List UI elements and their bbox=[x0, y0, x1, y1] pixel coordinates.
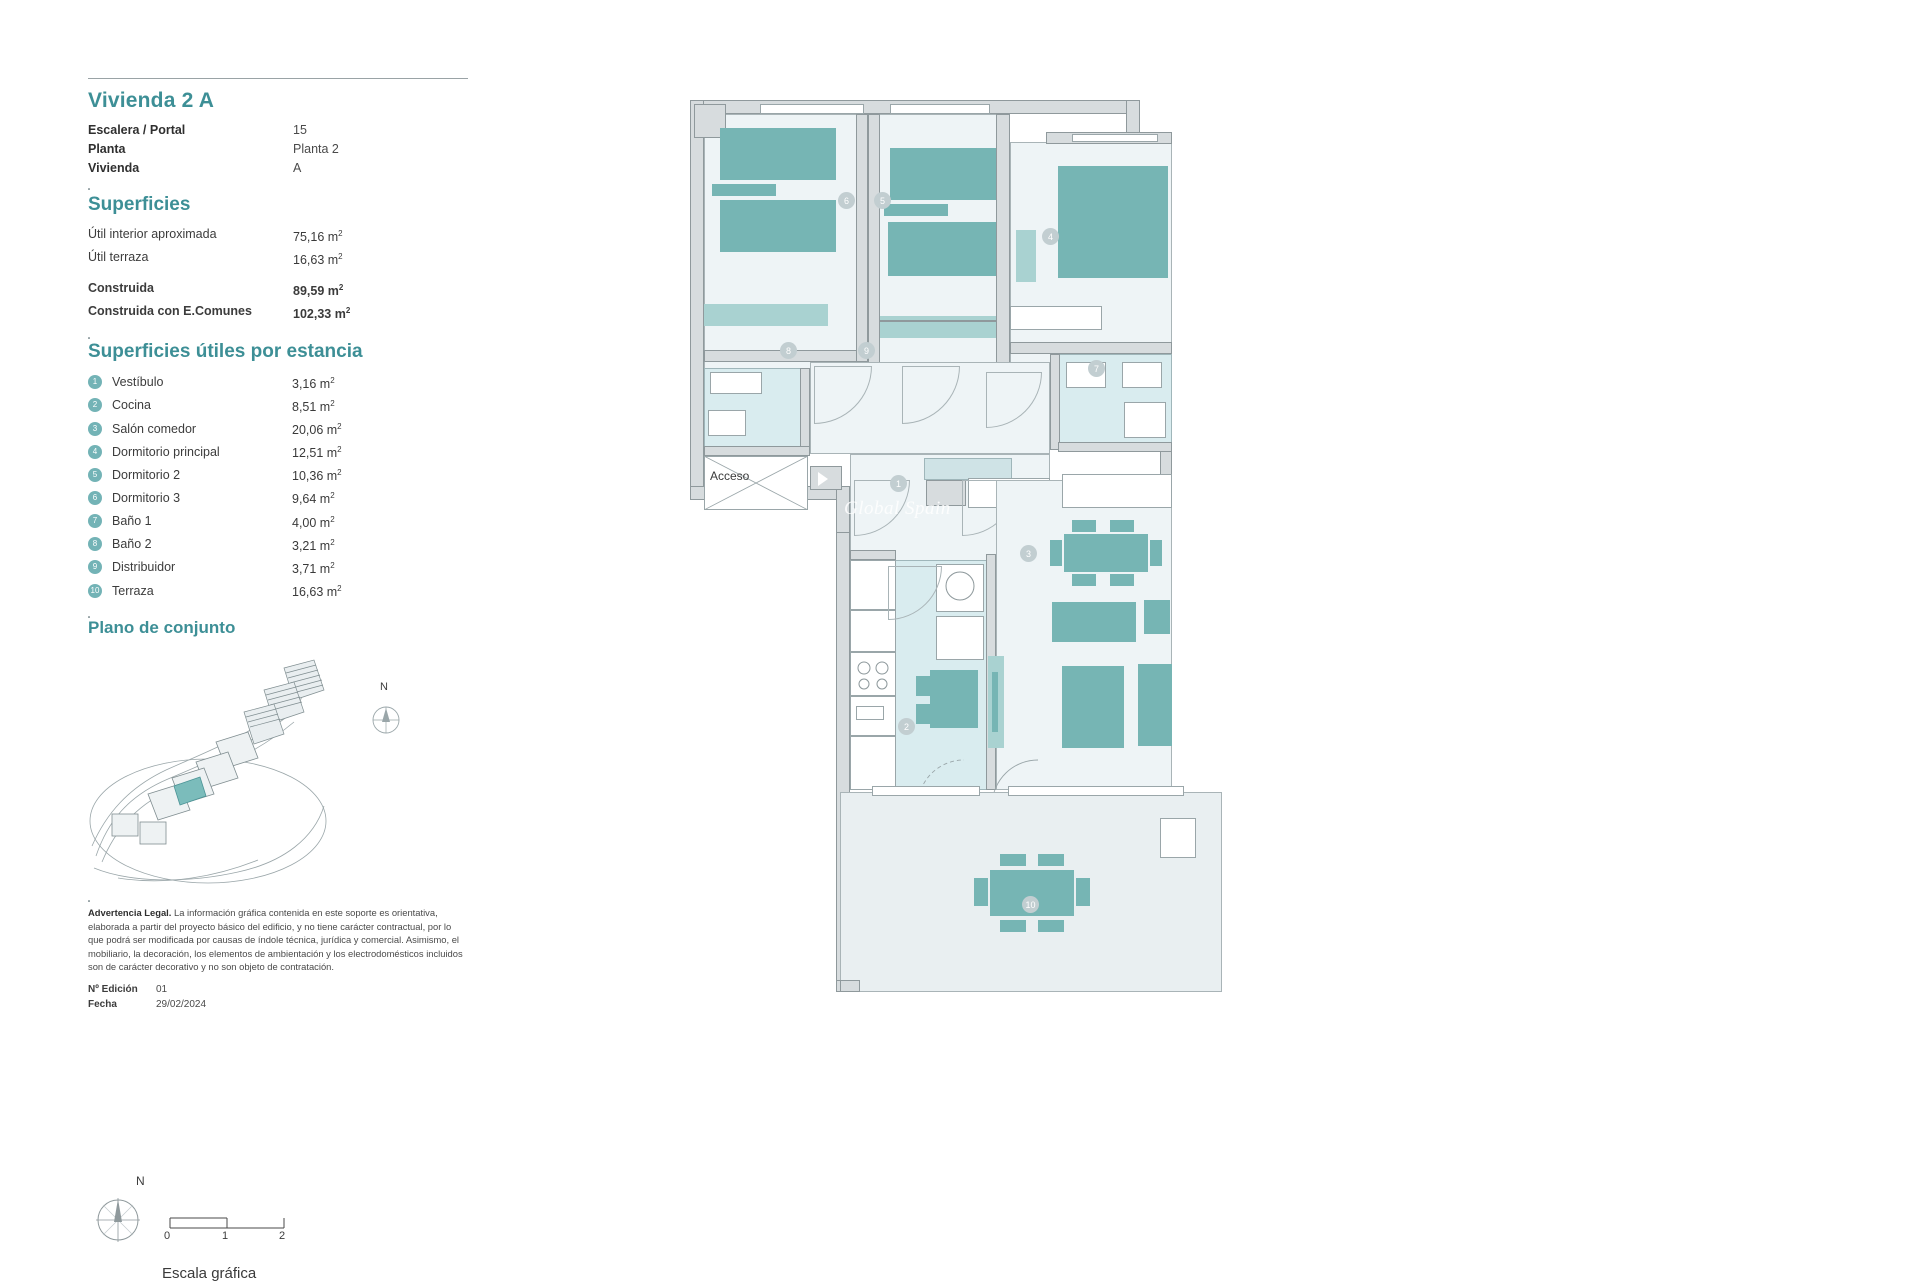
surfaces-heading: Superficies bbox=[88, 194, 191, 215]
terrace-storage bbox=[1160, 818, 1196, 858]
closet-dormp bbox=[1010, 306, 1102, 330]
utility-hatch bbox=[704, 456, 808, 510]
surface-value-sup: 2 bbox=[338, 283, 344, 293]
identity-value: A bbox=[293, 161, 302, 175]
surface-row-construida bbox=[88, 278, 468, 301]
divider-top bbox=[88, 78, 468, 79]
surface-label: Construida bbox=[88, 281, 154, 296]
room-number-badge: 8 bbox=[88, 537, 102, 551]
room-row-6 bbox=[88, 486, 468, 509]
plan-tag-2: 2 bbox=[898, 718, 915, 735]
room-number-badge: 7 bbox=[88, 514, 102, 528]
terrace-chair-t2 bbox=[1038, 854, 1064, 866]
room-row-4 bbox=[88, 440, 468, 463]
wall-bano1-bottom bbox=[1058, 442, 1172, 452]
watermark: Global Spain bbox=[844, 498, 951, 519]
bed-dorm3-upper bbox=[720, 128, 836, 180]
room-row-3 bbox=[88, 417, 468, 440]
identity-value: 15 bbox=[293, 123, 307, 137]
compass-north-label: N bbox=[136, 1174, 145, 1188]
wall-bano1-left bbox=[1050, 354, 1060, 450]
terrace-rail-2 bbox=[1008, 786, 1184, 796]
room-number-badge: 3 bbox=[88, 422, 102, 436]
floor-plan bbox=[690, 80, 1390, 1160]
wall-dorm2-right bbox=[996, 114, 1010, 364]
chair-salon-b1 bbox=[1072, 574, 1096, 586]
scale-bar-group bbox=[88, 1174, 408, 1282]
room-area-sup: 2 bbox=[330, 560, 335, 570]
legal-title: Advertencia Legal. bbox=[88, 907, 172, 919]
surface-value bbox=[293, 301, 350, 324]
scale-tick-2: 2 bbox=[279, 1230, 286, 1242]
chair-cocina-2 bbox=[916, 704, 930, 724]
room-area-sup: 2 bbox=[330, 491, 335, 501]
room-row-8 bbox=[88, 533, 468, 556]
room-number-badge: 10 bbox=[88, 584, 102, 598]
room-name: Baño 1 bbox=[112, 514, 152, 529]
compass-rose-icon bbox=[96, 1198, 140, 1242]
divider-rooms bbox=[88, 337, 90, 339]
armchair-salon bbox=[1144, 600, 1170, 634]
room-number-badge: 6 bbox=[88, 491, 102, 505]
surface-value-sup: 2 bbox=[338, 252, 343, 262]
plan-tag-1: 1 bbox=[890, 475, 907, 492]
plan-tag-6: 6 bbox=[838, 192, 855, 209]
scale-caption: Escala gráfica bbox=[162, 1265, 257, 1282]
divider-surfaces bbox=[88, 188, 90, 190]
terrace-chair-l bbox=[974, 878, 988, 906]
identity-value: Planta 2 bbox=[293, 142, 339, 156]
dining-table-salon bbox=[1064, 534, 1148, 572]
room-area-text: 4,00 m bbox=[292, 515, 331, 530]
room-number-badge: 2 bbox=[88, 398, 102, 412]
page-title: Vivienda 2 A bbox=[88, 89, 215, 112]
room-name: Cocina bbox=[112, 398, 151, 413]
wall-left-upper bbox=[690, 100, 704, 500]
chair-salon-l1 bbox=[1050, 540, 1062, 566]
surface-label: Útil terraza bbox=[88, 250, 149, 265]
counter-cocina-3 bbox=[850, 736, 896, 790]
room-number-badge: 1 bbox=[88, 375, 102, 389]
nightstand-dorm3 bbox=[712, 184, 776, 196]
surface-value bbox=[293, 247, 343, 270]
surface-row-interior bbox=[88, 224, 468, 247]
terrace-wall-corner bbox=[840, 980, 860, 992]
wall-bano2-right bbox=[800, 368, 810, 456]
edition-value: 01 bbox=[156, 983, 168, 995]
bed-dorm3-lower bbox=[720, 200, 836, 252]
room-name: Salón comedor bbox=[112, 421, 197, 436]
terrace-chair-b1 bbox=[1000, 920, 1026, 932]
oven-door bbox=[856, 706, 884, 720]
surface-value-sup: 2 bbox=[345, 306, 351, 316]
room-area-text: 3,21 m bbox=[292, 538, 331, 553]
terrace-chair-r bbox=[1076, 878, 1090, 906]
nightstand-dorm2 bbox=[884, 204, 948, 216]
room-name: Baño 2 bbox=[112, 537, 152, 552]
edition-row bbox=[88, 982, 468, 997]
room-area-sup: 2 bbox=[330, 514, 335, 524]
room-area-text: 20,06 m bbox=[292, 423, 338, 438]
window-dorm3 bbox=[760, 104, 864, 114]
scale-bar-svg bbox=[88, 1190, 408, 1250]
plan-tag-7: 7 bbox=[1088, 360, 1105, 377]
room-area-text: 12,51 m bbox=[292, 446, 338, 461]
room-row-1 bbox=[88, 371, 468, 394]
wall-vest-bottom bbox=[850, 550, 896, 560]
mirror-bano1 bbox=[1122, 362, 1162, 388]
plan-tag-3: 3 bbox=[1020, 545, 1037, 562]
room-row-9 bbox=[88, 556, 468, 579]
terrace-chair-t1 bbox=[1000, 854, 1026, 866]
sofa-salon bbox=[1052, 602, 1136, 642]
mirror-bano2 bbox=[710, 372, 762, 394]
wardrobe-dorm3 bbox=[704, 304, 828, 326]
plan-tag-4: 4 bbox=[1042, 228, 1059, 245]
identity-label: Vivienda bbox=[88, 161, 140, 175]
date-row bbox=[88, 997, 468, 1012]
room-area-text: 9,64 m bbox=[292, 492, 331, 507]
hob-burners-icon bbox=[852, 656, 896, 696]
toilet-bano1 bbox=[1124, 402, 1166, 438]
tv-salon bbox=[992, 672, 998, 732]
room-area-sup: 2 bbox=[330, 398, 335, 408]
room-name: Dormitorio 3 bbox=[112, 490, 181, 505]
surface-value-sup: 2 bbox=[338, 229, 343, 238]
room-name: Dormitorio 2 bbox=[112, 467, 181, 482]
room-area bbox=[292, 371, 335, 394]
surface-value bbox=[293, 278, 343, 301]
wall-dorm3-right bbox=[856, 114, 868, 362]
shelf-vestibulo bbox=[924, 458, 1012, 480]
plan-tag-5: 5 bbox=[874, 192, 891, 209]
room-number-badge: 5 bbox=[88, 468, 102, 482]
room-area-sup: 2 bbox=[337, 468, 342, 478]
room-area bbox=[292, 394, 335, 417]
identity-row-vivienda bbox=[88, 159, 468, 178]
surface-value-text: 16,63 m bbox=[293, 253, 339, 268]
entrance-arrow-icon bbox=[818, 472, 828, 486]
surface-value-text: 89,59 m bbox=[293, 284, 339, 299]
plan-tag-9: 9 bbox=[858, 342, 875, 359]
date-value: 29/02/2024 bbox=[156, 998, 207, 1010]
room-area bbox=[292, 533, 335, 556]
room-number-badge: 4 bbox=[88, 445, 102, 459]
chair-salon-t1 bbox=[1072, 520, 1096, 532]
scale-tick-0: 0 bbox=[164, 1230, 171, 1242]
plan-tag-10: 10 bbox=[1022, 896, 1039, 913]
wall-bano2-bottom bbox=[704, 446, 810, 456]
edition-label: Nº Edición bbox=[88, 983, 138, 995]
fridge-cocina bbox=[936, 616, 984, 660]
legal-notice bbox=[88, 906, 468, 974]
identity-label: Planta bbox=[88, 142, 126, 156]
room-area bbox=[292, 440, 342, 463]
window-dormp bbox=[1072, 134, 1158, 142]
access-label: Acceso bbox=[710, 469, 750, 483]
room-name: Terraza bbox=[112, 583, 154, 598]
surface-value-text: 75,16 m bbox=[293, 230, 339, 245]
room-name: Distribuidor bbox=[112, 560, 176, 575]
room-number-badge: 9 bbox=[88, 560, 102, 574]
chair-cocina-1 bbox=[916, 676, 930, 696]
window-dorm2 bbox=[890, 104, 990, 114]
room-area-sup: 2 bbox=[337, 445, 342, 455]
date-label: Fecha bbox=[88, 998, 117, 1010]
site-plan-north-label: N bbox=[380, 681, 388, 694]
washer-drum-icon bbox=[942, 568, 982, 608]
bed-dorm2-lower bbox=[888, 222, 1002, 276]
chair-salon-t2 bbox=[1110, 520, 1134, 532]
room-area-text: 8,51 m bbox=[292, 399, 331, 414]
plan-tag-8: 8 bbox=[780, 342, 797, 359]
room-area bbox=[292, 556, 335, 579]
surface-row-construida-comunes bbox=[88, 301, 468, 324]
surface-row-terraza bbox=[88, 247, 468, 270]
room-area-text: 10,36 m bbox=[292, 469, 338, 484]
room-area-sup: 2 bbox=[330, 537, 335, 547]
room-area-text: 3,71 m bbox=[292, 562, 331, 577]
room-area bbox=[292, 486, 335, 509]
room-area bbox=[292, 510, 335, 533]
surface-value-text: 102,33 m bbox=[293, 307, 346, 322]
room-name: Vestíbulo bbox=[112, 375, 164, 390]
chair-salon-r1 bbox=[1150, 540, 1162, 566]
surface-label: Útil interior aproximada bbox=[88, 227, 217, 241]
wall-dorm2-left bbox=[868, 114, 880, 364]
site-plan-compass bbox=[373, 707, 399, 733]
room-area-text: 16,63 m bbox=[292, 585, 338, 600]
wall-dormp-bottom bbox=[1010, 342, 1172, 354]
surface-value bbox=[293, 224, 343, 247]
wall-vestibulo-block bbox=[926, 480, 966, 506]
room-area-text: 3,16 m bbox=[292, 376, 331, 391]
room-row-10 bbox=[88, 579, 468, 602]
divider-siteplan bbox=[88, 616, 90, 618]
chair-salon-b2 bbox=[1110, 574, 1134, 586]
room-area bbox=[292, 579, 342, 602]
divider-legal bbox=[88, 900, 90, 902]
terrace-rail-1 bbox=[872, 786, 980, 796]
room-area bbox=[292, 417, 342, 440]
bed-dorm2-upper bbox=[890, 148, 1002, 200]
scale-ticks bbox=[170, 1218, 284, 1228]
room-area-sup: 2 bbox=[337, 584, 342, 594]
room-name: Dormitorio principal bbox=[112, 444, 220, 459]
surface-label: Construida con E.Comunes bbox=[88, 304, 252, 319]
room-area-sup: 2 bbox=[330, 375, 335, 385]
sink-bano2 bbox=[708, 410, 746, 436]
room-row-2 bbox=[88, 394, 468, 417]
identity-label: Escalera / Portal bbox=[88, 123, 186, 137]
table-cocina bbox=[930, 670, 978, 728]
identity-row-planta bbox=[88, 140, 468, 159]
room-row-7 bbox=[88, 510, 468, 533]
room-area bbox=[292, 463, 342, 486]
window-salon-top bbox=[1062, 474, 1172, 508]
bed-dormp bbox=[1058, 166, 1168, 278]
site-plan-svg bbox=[88, 646, 468, 896]
identity-row-portal bbox=[88, 121, 468, 140]
siteplan-heading: Plano de conjunto bbox=[88, 618, 236, 638]
sideboard-salon bbox=[1138, 664, 1172, 746]
wall-dorm2-inner bbox=[868, 320, 1010, 322]
terrace-chair-b2 bbox=[1038, 920, 1064, 932]
rooms-heading: Superficies útiles por estancia bbox=[88, 340, 363, 362]
wardrobe-dormp bbox=[1016, 230, 1036, 282]
info-panel bbox=[88, 78, 468, 1012]
scale-tick-1: 1 bbox=[222, 1230, 229, 1242]
site-plan bbox=[88, 646, 468, 896]
legal-text: La información gráfica contenida en este soporte es orientativa, elaborada a partir del proyecto básico del edificio, y no tiene carácter contractual, por lo que podrá ser modificada por causas de índole técnica, jurídica y comercial. Asimismo, el mobiliario, la decoración, los elementos de ambientación y los electrodomésticos incluidos son de carácter decorativo y no son objeto de contratación. bbox=[88, 907, 463, 973]
room-row-5 bbox=[88, 463, 468, 486]
room-area-sup: 2 bbox=[337, 421, 342, 431]
rug-salon bbox=[1062, 666, 1124, 748]
